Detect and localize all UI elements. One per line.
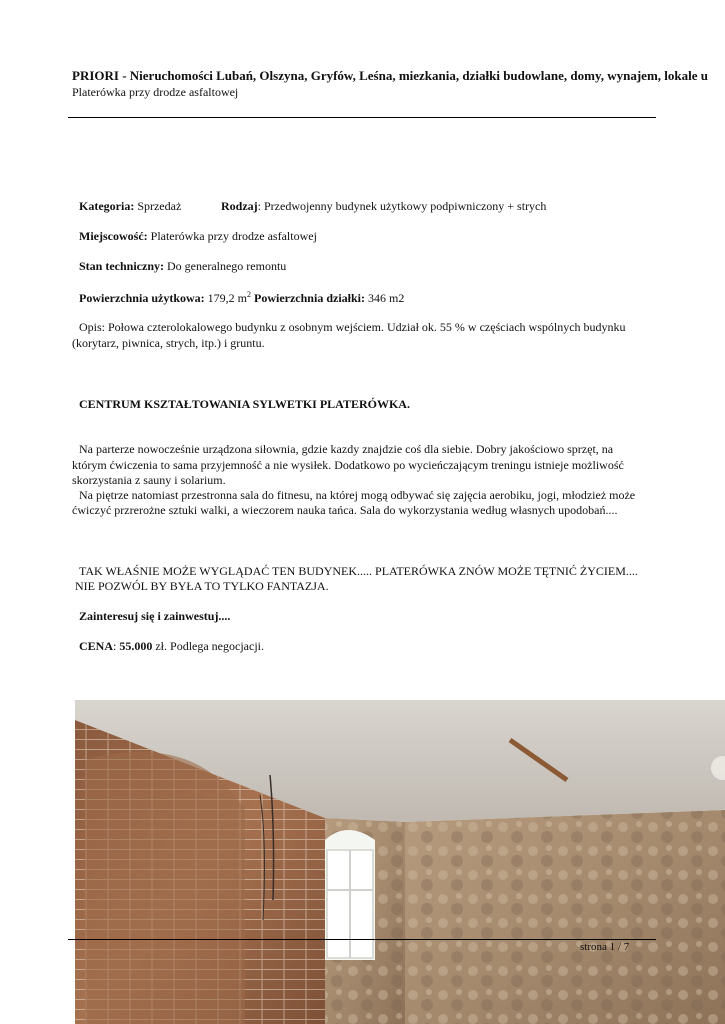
interior-photo: [75, 700, 725, 1024]
pow-uzytkowa-value: 179,2 m: [204, 291, 247, 305]
pow-uzytkowa-unit-sup: 2: [247, 290, 251, 299]
rodzaj-value: : Przedwojenny budynek użytkowy podpiwniczony + strych: [257, 199, 547, 213]
call-to-action: Zainteresuj się i zainwestuj....: [79, 609, 231, 623]
miejscowosc-row: [79, 229, 317, 244]
pow-uzytkowa-label: Powierzchnia użytkowa:: [79, 291, 205, 305]
stan-label: Stan techniczny:: [79, 259, 164, 273]
rodzaj-label: Rodzaj: [221, 199, 258, 213]
header-divider: [68, 117, 656, 118]
price-separator: :: [113, 639, 120, 653]
rodzaj-row: [221, 199, 546, 214]
stan-row: [79, 259, 286, 274]
kategoria-label: Kategoria:: [79, 199, 135, 213]
opis-line-1: Opis: Połowa czterolokalowego budynku z osobnym wejściem. Udział ok. 55 % w częściach wspólnych budynku: [79, 320, 626, 334]
footer-divider: [68, 939, 656, 940]
interior-photo-drawing: [75, 700, 725, 1024]
pow-dzialki-value: 346 m2: [365, 291, 405, 305]
description-line-5: ćwiczyć przrerożne sztuki walki, a wieczorem nauka tańca. Sala do wykorzystania według własnych upodobań....: [72, 503, 618, 517]
miejscowosc-label: Miejscowość:: [79, 229, 148, 243]
powierzchnia-row: [79, 290, 404, 306]
page-number: strona 1 / 7: [580, 941, 630, 953]
kategoria-value: Sprzedaż: [134, 199, 182, 213]
opis-line-2: (korytarz, piwnica, strych, itp.) i gruntu.: [72, 336, 265, 350]
description-line-2: którym ćwiczenia to sama przyjemność a nie wysiłek. Dodatkowo po wycieńczającym treningu istnieje możliwość: [72, 458, 624, 472]
price-rest: zł. Podlega negocjacji.: [152, 639, 264, 653]
document-title: PRIORI - Nieruchomości Lubań, Olszyna, Gryfów, Leśna, miezkania, działki budowlane, domy, wynajem, lokale u: [72, 68, 708, 83]
price-row: [79, 639, 264, 654]
price-amount: 55.000: [119, 639, 153, 653]
description-line-4: Na piętrze natomiast przestronna sala do fitnesu, na której mogą odbywać się zajęcia aerobiku, jogi, młodzież może: [79, 488, 636, 502]
kategoria-row: [79, 199, 181, 214]
description-line-1: Na parterze nowocześnie urządzona siłownia, gdzie kazdy znajdzie coś dla siebie. Dobry jakościowo sprzęt, na: [79, 442, 614, 456]
miejscowosc-value: Platerówka przy drodze asfaltowej: [147, 229, 317, 243]
pow-dzialki-label: Powierzchnia działki:: [254, 291, 365, 305]
slogan-line-1: TAK WŁAŚNIE MOŻE WYGLĄDAĆ TEN BUDYNEK..... PLATERÓWKA ZNÓW MOŻE TĘTNIĆ ŻYCIEM....: [79, 564, 638, 578]
slogan-line-2: NIE POZWÓL BY BYŁA TO TYLKO FANTAZJA.: [75, 579, 329, 593]
document-subtitle: Platerówka przy drodze asfaltowej: [72, 85, 239, 99]
price-label: CENA: [79, 639, 114, 653]
section-heading: CENTRUM KSZTAŁTOWANIA SYLWETKI PLATERÓWKA.: [79, 397, 410, 411]
stan-value: Do generalnego remontu: [164, 259, 287, 273]
description-line-3: skorzystania z sauny i solarium.: [72, 473, 226, 487]
